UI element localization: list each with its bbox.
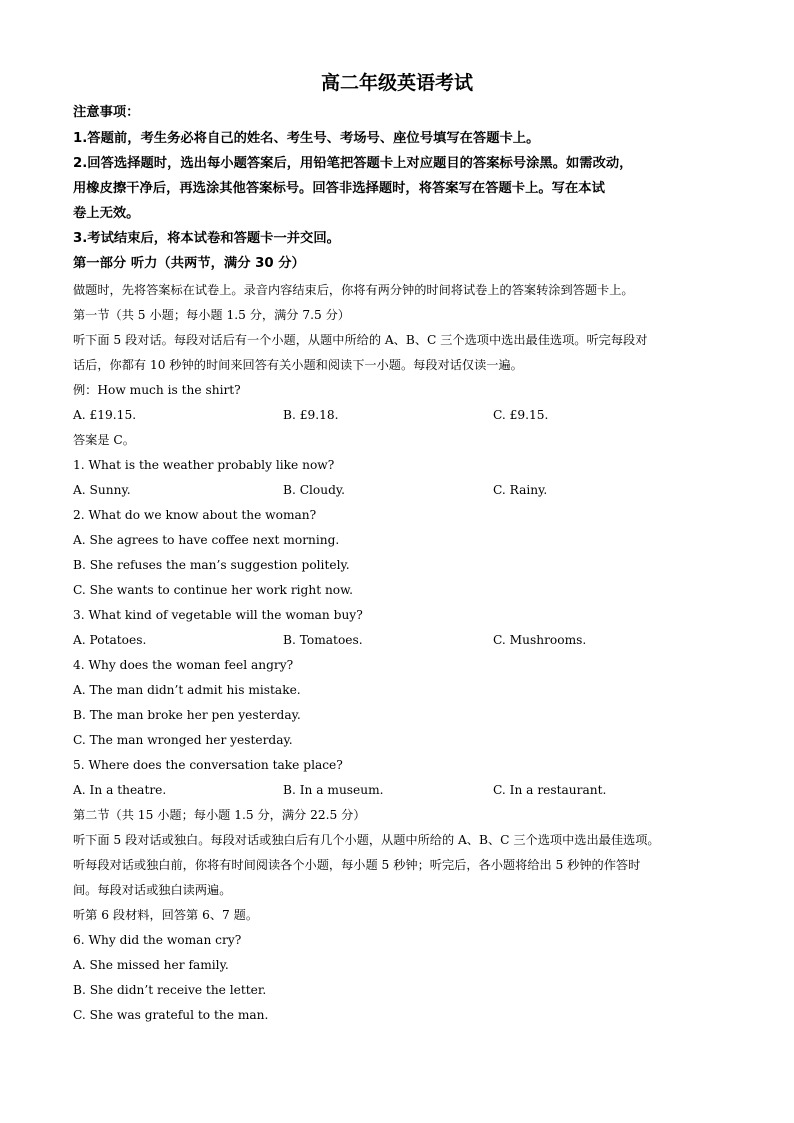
notice-item-1: 1.答题前，考生务必将自己的姓名、考生号、考场号、座位号填写在答题卡上。 (73, 131, 540, 146)
question-6-option-c: C. She was grateful to the man. (73, 1008, 269, 1022)
section1-instruction-line-1: 听下面 5 段对话。每段对话后有一个小题，从题中所给的 A、B、C 三个选项中选出最佳选项。听完每段对 (73, 333, 648, 347)
section1-heading: 第一节（共 5 小题；每小题 1.5 分，满分 7.5 分） (73, 308, 350, 322)
notice-heading: 注意事项： (73, 105, 140, 120)
example-option-a: A. £19.15. (73, 408, 137, 422)
question-3-option-a: A. Potatoes. (73, 633, 147, 647)
question-4-option-b: B. The man broke her pen yesterday. (73, 708, 301, 722)
question-3: 3. What kind of vegetable will the woman buy? (73, 608, 363, 622)
question-4-option-c: C. The man wronged her yesterday. (73, 733, 293, 747)
question-5-option-b: B. In a museum. (283, 783, 384, 797)
question-4: 4. Why does the woman feel angry? (73, 658, 294, 672)
section2-instruction-line-1: 听下面 5 段对话或独白。每段对话或独白后有几个小题，从题中所给的 A、B、C 三个选项中选出最佳选项。 (73, 833, 660, 847)
question-4-option-a: A. The man didn’t admit his mistake. (73, 683, 301, 697)
material-6-heading: 听第 6 段材料，回答第 6、7 题。 (73, 908, 259, 922)
section2-instruction-line-3: 间。每段对话或独白读两遍。 (73, 883, 232, 897)
example-answer: 答案是 C。 (73, 433, 135, 447)
notice-item-2-line-1: 2.回答选择题时，选出每小题答案后，用铅笔把答题卡上对应题目的答案标号涂黑。如需改动， (73, 156, 633, 171)
question-2-option-b: B. She refuses the man’s suggestion politely. (73, 558, 350, 572)
question-2: 2. What do we know about the woman? (73, 508, 317, 522)
question-1-option-b: B. Cloudy. (283, 483, 346, 497)
notice-item-3: 3.考试结束后，将本试卷和答题卡一并交回。 (73, 231, 340, 246)
question-5-option-c: C. In a restaurant. (493, 783, 607, 797)
notice-item-2-line-3: 卷上无效。 (73, 206, 140, 221)
exam-title: 高二年级英语考试 (320, 72, 473, 94)
section2-instruction-line-2: 听每段对话或独白前，你将有时间阅读各个小题，每小题 5 秒钟；听完后，各小题将给出 5 秒钟的作答时 (73, 858, 641, 872)
part1-heading: 第一部分 听力（共两节，满分 30 分） (73, 256, 305, 271)
section2-heading: 第二节（共 15 小题；每小题 1.5 分，满分 22.5 分） (73, 808, 366, 822)
question-5-option-a: A. In a theatre. (73, 783, 167, 797)
question-1-option-a: A. Sunny. (73, 483, 131, 497)
question-3-option-c: C. Mushrooms. (493, 633, 587, 647)
question-2-option-c: C. She wants to continue her work right now. (73, 583, 354, 597)
section1-instruction-line-2: 话后，你都有 10 秒钟的时间来回答有关小题和阅读下一小题。每段对话仅读一遍。 (73, 358, 523, 372)
question-2-option-a: A. She agrees to have coffee next morning. (73, 533, 340, 547)
question-6: 6. Why did the woman cry? (73, 933, 242, 947)
question-6-option-a: A. She missed her family. (73, 958, 229, 972)
example-question: 例：How much is the shirt? (73, 383, 241, 397)
question-5: 5. Where does the conversation take place? (73, 758, 343, 772)
question-1: 1. What is the weather probably like now? (73, 458, 335, 472)
example-option-c: C. £9.15. (493, 408, 549, 422)
notice-item-2-line-2: 用橡皮擦干净后，再选涂其他答案标号。回答非选择题时，将答案写在答题卡上。写在本试 (73, 181, 605, 196)
part1-instruction: 做题时，先将答案标在试卷上。录音内容结束后，你将有两分钟的时间将试卷上的答案转涂到答题卡上。 (73, 283, 634, 297)
question-6-option-b: B. She didn’t receive the letter. (73, 983, 267, 997)
example-option-b: B. £9.18. (283, 408, 339, 422)
question-1-option-c: C. Rainy. (493, 483, 548, 497)
question-3-option-b: B. Tomatoes. (283, 633, 363, 647)
